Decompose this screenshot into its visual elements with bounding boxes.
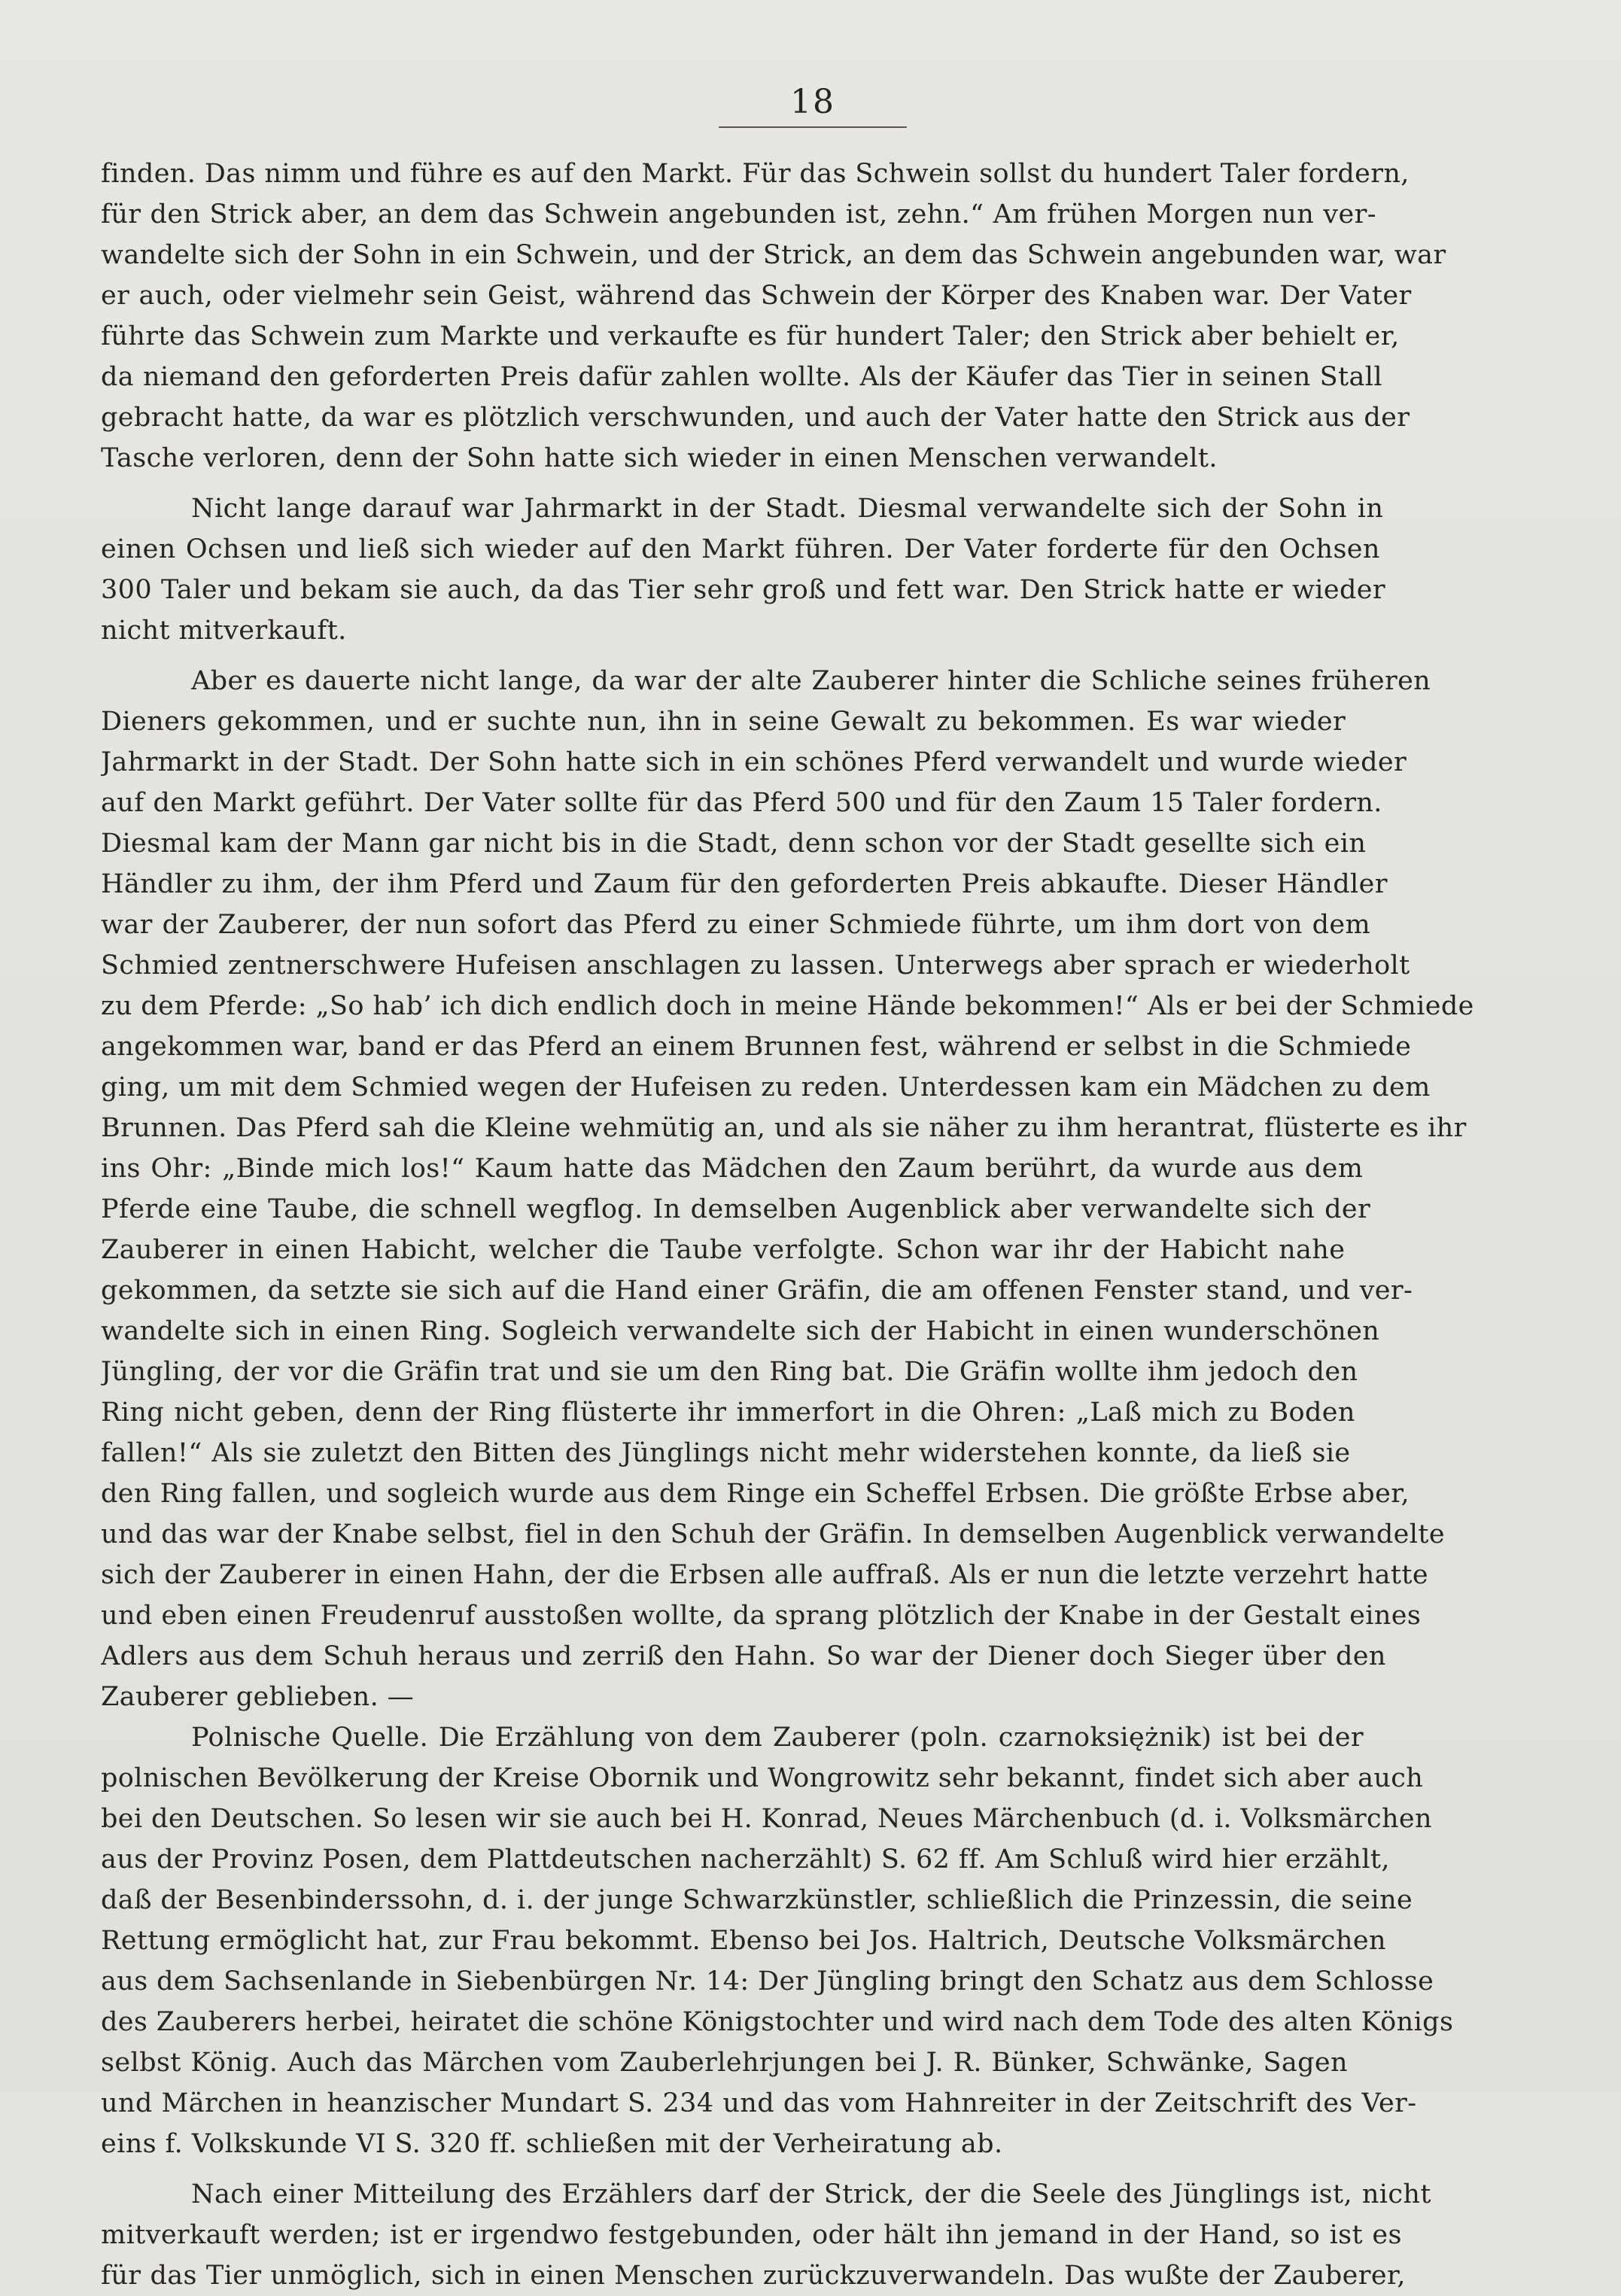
text-line: da niemand den geforderten Preis dafür zahlen wollte. Als der Käufer das Tier in seinen Stall — [101, 362, 1382, 392]
text-line: Rettung ermöglicht hat, zur Frau bekommt. Ebenso bei Jos. Haltrich, Deutsche Volksmärchen — [101, 1926, 1386, 1956]
page-number-rule — [719, 126, 907, 128]
text-line: auf den Markt geführt. Der Vater sollte für das Pferd 500 und für den Zaum 15 Taler fordern. — [101, 788, 1382, 818]
text-line: daß der Besenbinderssohn, d. i. der junge Schwarzkünstler, schließlich die Prinzessin, die seine — [101, 1885, 1413, 1915]
text-line: gekommen, da setzte sie sich auf die Hand einer Gräfin, die am offenen Fenster stand, und ver- — [101, 1276, 1413, 1306]
text-line: Zauberer in einen Habicht, welcher die Taube verfolgte. Schon war ihr der Habicht nahe — [101, 1235, 1346, 1265]
text-line: Ring nicht geben, denn der Ring flüsterte ihr immerfort in die Ohren: „Laß mich zu Boden — [101, 1397, 1355, 1428]
text-line: gebracht hatte, da war es plötzlich verschwunden, und auch der Vater hatte den Strick aus der — [101, 403, 1410, 433]
text-line: Diesmal kam der Mann gar nicht bis in die Stadt, denn schon vor der Stadt gesellte sich ein — [101, 829, 1367, 859]
text-line: und eben einen Freudenruf ausstoßen wollte, da sprang plötzlich der Knabe in der Gestalt eines — [101, 1601, 1422, 1631]
text-line: mitverkauft werden; ist er irgendwo festgebunden, oder hält ihn jemand in der Hand, so ist es — [101, 2220, 1402, 2250]
text-line: er auch, oder vielmehr sein Geist, während das Schwein der Körper des Knaben war. Der Vater — [101, 281, 1412, 311]
text-line: selbst König. Auch das Märchen vom Zauberlehrjungen bei J. R. Bünker, Schwänke, Sagen — [101, 2048, 1348, 2078]
text-line: wandelte sich der Sohn in ein Schwein, und der Strick, an dem das Schwein angebunden war, war — [101, 240, 1446, 270]
text-line: ging, um mit dem Schmied wegen der Hufeisen zu reden. Unterdessen kam ein Mädchen zu dem — [101, 1072, 1431, 1102]
text-line: und Märchen in heanzischer Mundart S. 234 und das vom Hahnreiter in der Zeitschrift des Ver- — [101, 2088, 1417, 2118]
text-line: Adlers aus dem Schuh heraus und zerriß den Hahn. So war der Diener doch Sieger über den — [101, 1641, 1386, 1671]
text-line: Nicht lange darauf war Jahrmarkt in der Stadt. Diesmal verwandelte sich der Sohn in — [191, 494, 1384, 524]
text-line: für den Strick aber, an dem das Schwein angebunden ist, zehn.“ Am frühen Morgen nun ver- — [101, 199, 1376, 230]
text-line: aus der Provinz Posen, dem Plattdeutschen nacherzählt) S. 62 ff. Am Schluß wird hier erzählt, — [101, 1844, 1390, 1875]
text-line: aus dem Sachsenlande in Siebenbürgen Nr. 14: Der Jüngling bringt den Schatz aus dem Schlosse — [101, 1966, 1434, 1996]
text-line: finden. Das nimm und führe es auf den Markt. Für das Schwein sollst du hundert Taler fordern, — [101, 159, 1410, 189]
text-line: des Zauberers herbei, heiratet die schöne Königstochter und wird nach dem Tode des alten Königs — [101, 2007, 1454, 2037]
text-line: Pferde eine Taube, die schnell wegflog. In demselben Augenblick aber verwandelte sich der — [101, 1194, 1371, 1224]
page-number: 18 — [790, 83, 835, 121]
text-line: Aber es dauerte nicht lange, da war der alte Zauberer hinter die Schliche seines früheren — [191, 666, 1431, 696]
text-line: führte das Schwein zum Markte und verkaufte es für hundert Taler; den Strick aber behielt er, — [101, 321, 1400, 351]
text-line: polnischen Bevölkerung der Kreise Obornik und Wongrowitz sehr bekannt, findet sich aber auch — [101, 1763, 1424, 1793]
text-line: und das war der Knabe selbst, fiel in den Schuh der Gräfin. In demselben Augenblick verwandelte — [101, 1519, 1445, 1549]
text-line: eins f. Volkskunde VI S. 320 ff. schließen mit der Verheiratung ab. — [101, 2129, 1003, 2159]
text-line: Jüngling, der vor die Gräfin trat und sie um den Ring bat. Die Gräfin wollte ihm jedoch den — [101, 1357, 1358, 1387]
text-line: Brunnen. Das Pferd sah die Kleine wehmütig an, und als sie näher zu ihm herantrat, flüsterte es ihr — [101, 1113, 1467, 1143]
body-text — [101, 154, 1502, 2296]
text-line: zu dem Pferde: „So hab’ ich dich endlich doch in meine Hände bekommen!“ Als er bei der Schmiede — [101, 991, 1474, 1021]
text-line: Nach einer Mitteilung des Erzählers darf der Strick, der die Seele des Jünglings ist, nicht — [191, 2179, 1431, 2209]
text-line: einen Ochsen und ließ sich wieder auf den Markt führen. Der Vater forderte für den Ochsen — [101, 534, 1380, 564]
text-line: ins Ohr: „Binde mich los!“ Kaum hatte das Mädchen den Zaum berührt, da wurde aus dem — [101, 1154, 1364, 1184]
text-line: sich der Zauberer in einen Hahn, der die Erbsen alle auffraß. Als er nun die letzte verzehrt hatte — [101, 1560, 1428, 1590]
text-line: Händler zu ihm, der ihm Pferd und Zaum für den geforderten Preis abkaufte. Dieser Händler — [101, 869, 1388, 899]
text-line: Tasche verloren, denn der Sohn hatte sich wieder in einen Menschen verwandelt. — [101, 443, 1218, 473]
text-line: Polnische Quelle. Die Erzählung von dem Zauberer (poln. czarnoksiężnik) ist bei der — [191, 1723, 1364, 1753]
text-line: angekommen war, band er das Pferd an einem Brunnen fest, während er selbst in die Schmiede — [101, 1032, 1412, 1062]
text-line: bei den Deutschen. So lesen wir sie auch bei H. Konrad, Neues Märchenbuch (d. i. Volksmärchen — [101, 1804, 1432, 1834]
text-line: fallen!“ Als sie zuletzt den Bitten des Jünglings nicht mehr widerstehen konnte, da ließ sie — [101, 1438, 1351, 1468]
text-line: für das Tier unmöglich, sich in einen Menschen zurückzuverwandeln. Das wußte der Zauberer, — [101, 2261, 1406, 2291]
text-line: den Ring fallen, und sogleich wurde aus dem Ringe ein Scheffel Erbsen. Die größte Erbse aber, — [101, 1479, 1410, 1509]
text-line: 300 Taler und bekam sie auch, da das Tier sehr groß und fett war. Den Strick hatte er wieder — [101, 575, 1386, 605]
text-line: Dieners gekommen, und er suchte nun, ihn in seine Gewalt zu bekommen. Es war wieder — [101, 707, 1346, 737]
text-line: war der Zauberer, der nun sofort das Pferd zu einer Schmiede führte, um ihm dort von dem — [101, 910, 1371, 940]
text-line: Jahrmarkt in der Stadt. Der Sohn hatte sich in ein schönes Pferd verwandelt und wurde wieder — [101, 747, 1407, 777]
text-line: Schmied zentnerschwere Hufeisen anschlagen zu lassen. Unterwegs aber sprach er wiederholt — [101, 950, 1410, 981]
text-line: nicht mitverkauft. — [101, 616, 347, 646]
text-line: Zauberer geblieben. — — [101, 1682, 415, 1712]
text-line: wandelte sich in einen Ring. Sogleich verwandelte sich der Habicht in einen wunderschönen — [101, 1316, 1380, 1346]
